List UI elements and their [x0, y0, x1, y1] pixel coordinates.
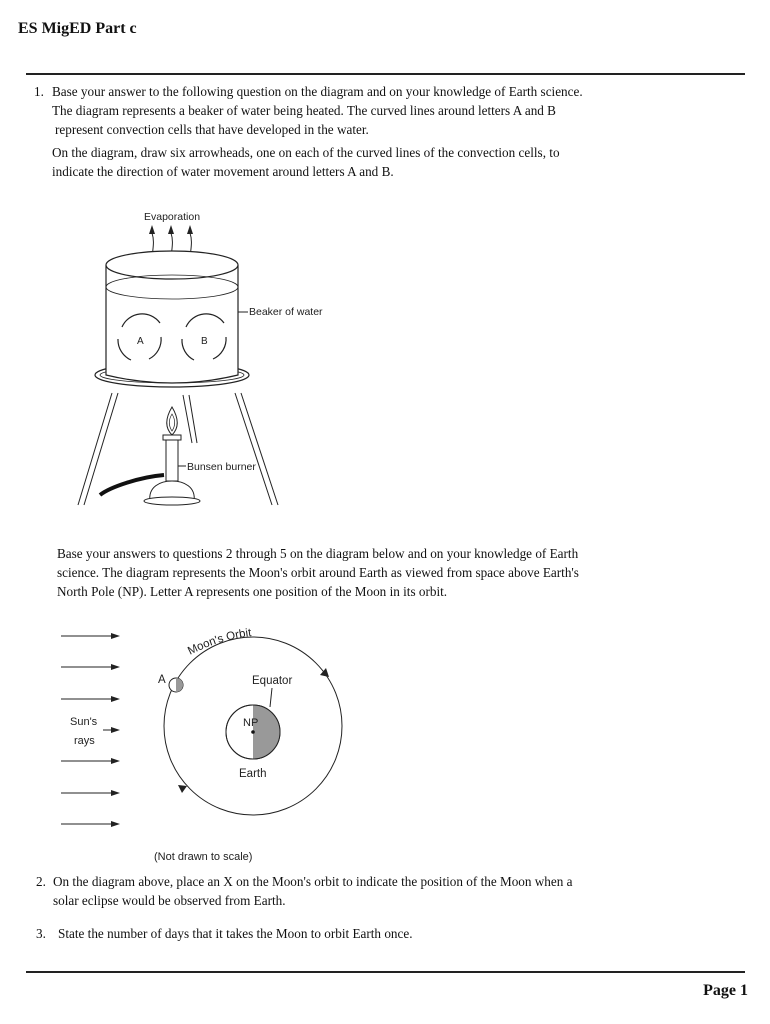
- np-label: NP: [243, 717, 259, 729]
- intro-line-2: science. The diagram represents the Moon's orbit around Earth as viewed from space above Earth's: [57, 565, 579, 580]
- intro-line-3: North Pole (NP). Letter A represents one position of the Moon in its orbit.: [57, 584, 448, 599]
- north-pole-dot: [251, 730, 255, 734]
- question-1-line-2: The diagram represents a beaker of water being heated. The curved lines around letters A and B: [52, 103, 556, 118]
- earth: [226, 705, 280, 759]
- moon-position-a: [169, 678, 183, 692]
- question-2-line-2: solar eclipse would be observed from Earth.: [53, 893, 286, 908]
- suns-rays-arrowheads: [111, 633, 120, 827]
- beaker: [106, 265, 238, 383]
- intro-questions-2-5: [57, 544, 737, 601]
- page-number: Page 1: [703, 982, 748, 999]
- evaporation-label: Evaporation: [144, 211, 201, 223]
- footer-divider: [26, 971, 745, 973]
- earth-label: Earth: [239, 768, 267, 780]
- suns-rays-label-2: rays: [74, 735, 95, 747]
- suns-rays-label-1: Sun's: [70, 716, 98, 728]
- beaker-label: Beaker of water: [249, 306, 323, 318]
- question-1-text: [52, 82, 732, 181]
- scale-note: (Not drawn to scale): [154, 851, 253, 863]
- beaker-diagram: [60, 205, 360, 515]
- evaporation-arrowheads: [149, 225, 193, 234]
- moon-letter-a: A: [158, 674, 166, 686]
- cell-b-label: B: [201, 336, 208, 347]
- question-1-line-1: Base your answer to the following question on the diagram and on your knowledge of Earth science.: [52, 84, 583, 99]
- question-3-number: 3.: [36, 926, 46, 941]
- question-1-line-3: represent convection cells that have developed in the water.: [55, 122, 369, 137]
- intro-line-1: Base your answers to questions 2 through 5 on the diagram below and on your knowledge of Earth: [57, 546, 579, 561]
- question-2-number: 2.: [36, 874, 46, 889]
- question-2-line-1: On the diagram above, place an X on the Moon's orbit to indicate the position of the Moon when a: [53, 874, 573, 889]
- question-1-line-5: indicate the direction of water movement around letters A and B.: [52, 164, 394, 179]
- question-1-line-4: On the diagram, draw six arrowheads, one on each of the curved lines of the convection cells, to: [52, 145, 560, 160]
- suns-rays-arrows: [61, 636, 112, 824]
- question-1-number: 1.: [34, 84, 44, 99]
- cell-a-label: A: [137, 336, 144, 347]
- orbit-label: Moon's Orbit: [186, 627, 253, 658]
- equator-label: Equator: [252, 675, 293, 687]
- question-2-text: [53, 872, 733, 910]
- burner-label: Bunsen burner: [187, 461, 256, 473]
- page-title: ES MigED Part c: [18, 20, 137, 37]
- question-3-text: State the number of days that it takes the Moon to orbit Earth once.: [58, 926, 413, 941]
- equator-leader: [270, 688, 272, 707]
- moon-orbit-diagram: [50, 615, 370, 870]
- header-divider: [26, 73, 745, 75]
